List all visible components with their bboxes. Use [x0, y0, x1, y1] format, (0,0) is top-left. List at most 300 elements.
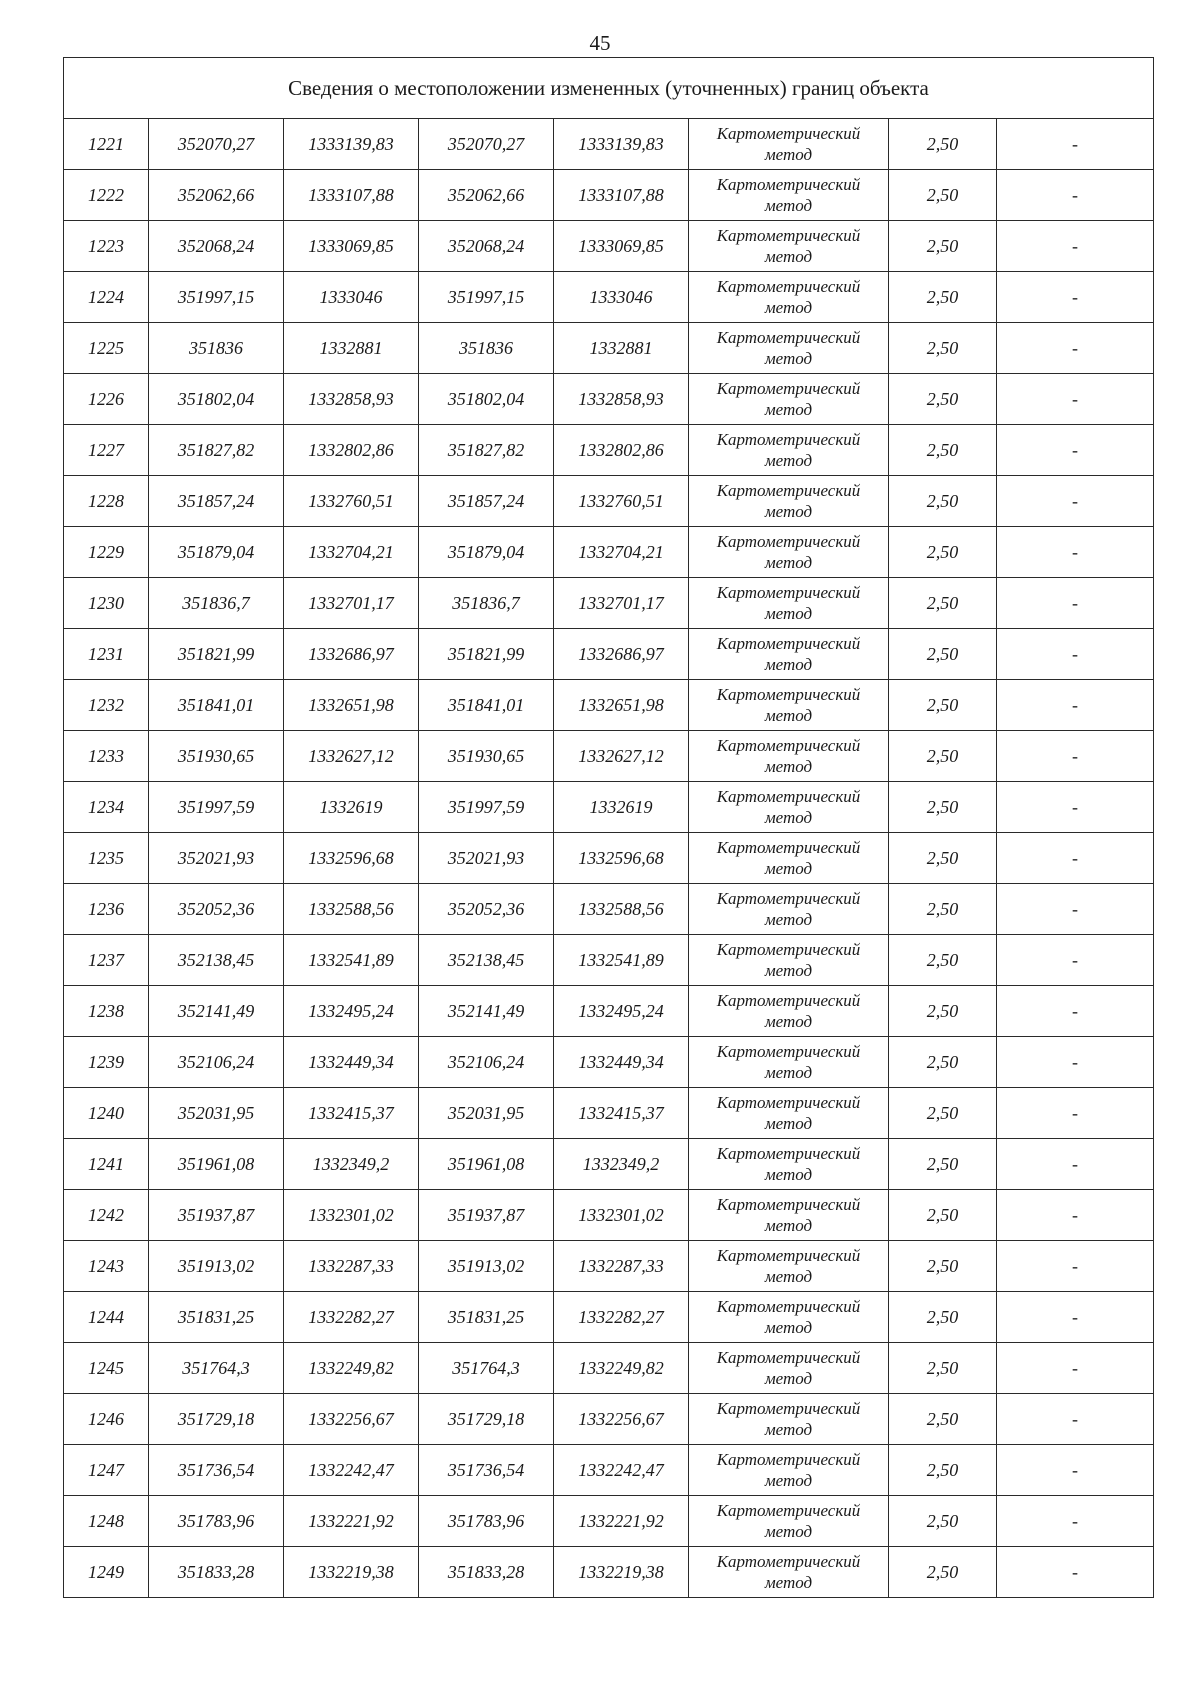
- description-cell: -: [997, 425, 1154, 476]
- existing-x-cell: 351961,08: [149, 1139, 284, 1190]
- table-row: [64, 1547, 1154, 1598]
- existing-x-cell: 352106,24: [149, 1037, 284, 1088]
- new-x-cell: 351736,54: [419, 1445, 554, 1496]
- table-row: [64, 1445, 1154, 1496]
- table-row: [64, 272, 1154, 323]
- new-x-cell: 351836: [419, 323, 554, 374]
- description-cell: -: [997, 1445, 1154, 1496]
- accuracy-cell: 2,50: [889, 119, 997, 170]
- new-x-cell: 352138,45: [419, 935, 554, 986]
- accuracy-cell: 2,50: [889, 323, 997, 374]
- existing-x-cell: 352021,93: [149, 833, 284, 884]
- table-title-row: [64, 58, 1154, 119]
- method-line-1: Картометрический: [716, 991, 861, 1010]
- method-cell: [689, 731, 889, 782]
- method-line-2: метод: [764, 706, 813, 725]
- point-number-cell: 1229: [64, 527, 149, 578]
- table-row: [64, 782, 1154, 833]
- method-line-2: метод: [764, 1114, 813, 1133]
- new-x-cell: 352031,95: [419, 1088, 554, 1139]
- new-x-cell: 352070,27: [419, 119, 554, 170]
- new-y-cell: 1332858,93: [554, 374, 689, 425]
- existing-x-cell: 351997,15: [149, 272, 284, 323]
- existing-y-cell: 1333139,83: [284, 119, 419, 170]
- accuracy-cell: 2,50: [889, 1343, 997, 1394]
- new-x-cell: 351821,99: [419, 629, 554, 680]
- description-cell: -: [997, 323, 1154, 374]
- method-cell: [689, 221, 889, 272]
- method-cell: [689, 1445, 889, 1496]
- method-cell: [689, 119, 889, 170]
- table-row: [64, 425, 1154, 476]
- method-cell: [689, 884, 889, 935]
- description-cell: -: [997, 272, 1154, 323]
- point-number-cell: 1231: [64, 629, 149, 680]
- table-row: [64, 1037, 1154, 1088]
- table-row: [64, 935, 1154, 986]
- method-line-2: метод: [764, 247, 813, 266]
- description-cell: -: [997, 1343, 1154, 1394]
- new-y-cell: 1332349,2: [554, 1139, 689, 1190]
- point-number-cell: 1234: [64, 782, 149, 833]
- existing-x-cell: 351802,04: [149, 374, 284, 425]
- method-line-1: Картометрический: [716, 1450, 861, 1469]
- point-number-cell: 1222: [64, 170, 149, 221]
- method-line-2: метод: [764, 1522, 813, 1541]
- existing-y-cell: 1333069,85: [284, 221, 419, 272]
- point-number-cell: 1240: [64, 1088, 149, 1139]
- method-line-1: Картометрический: [716, 481, 861, 500]
- existing-y-cell: 1332221,92: [284, 1496, 419, 1547]
- new-x-cell: 352062,66: [419, 170, 554, 221]
- existing-x-cell: 352068,24: [149, 221, 284, 272]
- accuracy-cell: 2,50: [889, 221, 997, 272]
- description-cell: -: [997, 986, 1154, 1037]
- table-row: [64, 629, 1154, 680]
- existing-y-cell: 1332282,27: [284, 1292, 419, 1343]
- point-number-cell: 1245: [64, 1343, 149, 1394]
- method-cell: [689, 578, 889, 629]
- table-row: [64, 119, 1154, 170]
- accuracy-cell: 2,50: [889, 986, 997, 1037]
- description-cell: -: [997, 1190, 1154, 1241]
- method-line-2: метод: [764, 757, 813, 776]
- existing-y-cell: 1332619: [284, 782, 419, 833]
- table-body: [64, 58, 1154, 1598]
- table-row: [64, 833, 1154, 884]
- method-line-1: Картометрический: [716, 175, 861, 194]
- existing-x-cell: 351913,02: [149, 1241, 284, 1292]
- new-y-cell: 1332881: [554, 323, 689, 374]
- existing-y-cell: 1332541,89: [284, 935, 419, 986]
- table-row: [64, 1088, 1154, 1139]
- coordinates-table: [63, 57, 1154, 1598]
- point-number-cell: 1232: [64, 680, 149, 731]
- new-y-cell: 1332249,82: [554, 1343, 689, 1394]
- accuracy-cell: 2,50: [889, 935, 997, 986]
- new-x-cell: 351827,82: [419, 425, 554, 476]
- accuracy-cell: 2,50: [889, 1088, 997, 1139]
- description-cell: -: [997, 1496, 1154, 1547]
- method-line-1: Картометрический: [716, 1042, 861, 1061]
- point-number-cell: 1243: [64, 1241, 149, 1292]
- new-y-cell: 1332802,86: [554, 425, 689, 476]
- method-line-1: Картометрический: [716, 940, 861, 959]
- new-y-cell: 1333046: [554, 272, 689, 323]
- method-line-2: метод: [764, 1420, 813, 1439]
- point-number-cell: 1241: [64, 1139, 149, 1190]
- new-y-cell: 1332596,68: [554, 833, 689, 884]
- existing-x-cell: 351736,54: [149, 1445, 284, 1496]
- method-line-2: метод: [764, 655, 813, 674]
- point-number-cell: 1249: [64, 1547, 149, 1598]
- method-cell: [689, 1547, 889, 1598]
- method-line-1: Картометрический: [716, 1399, 861, 1418]
- point-number-cell: 1223: [64, 221, 149, 272]
- new-x-cell: 352141,49: [419, 986, 554, 1037]
- description-cell: -: [997, 1394, 1154, 1445]
- method-cell: [689, 170, 889, 221]
- method-line-1: Картометрический: [716, 1297, 861, 1316]
- accuracy-cell: 2,50: [889, 374, 997, 425]
- new-x-cell: 351836,7: [419, 578, 554, 629]
- table-row: [64, 1139, 1154, 1190]
- method-line-1: Картометрический: [716, 430, 861, 449]
- existing-y-cell: 1332686,97: [284, 629, 419, 680]
- method-line-1: Картометрический: [716, 1552, 861, 1571]
- method-line-1: Картометрический: [716, 1348, 861, 1367]
- existing-x-cell: 351997,59: [149, 782, 284, 833]
- accuracy-cell: 2,50: [889, 1139, 997, 1190]
- description-cell: -: [997, 884, 1154, 935]
- method-line-1: Картометрический: [716, 277, 861, 296]
- method-line-2: метод: [764, 1471, 813, 1490]
- new-x-cell: 352106,24: [419, 1037, 554, 1088]
- existing-y-cell: 1332495,24: [284, 986, 419, 1037]
- existing-x-cell: 351841,01: [149, 680, 284, 731]
- new-y-cell: 1332449,34: [554, 1037, 689, 1088]
- method-line-2: метод: [764, 1063, 813, 1082]
- method-cell: [689, 1292, 889, 1343]
- existing-x-cell: 352138,45: [149, 935, 284, 986]
- method-line-2: метод: [764, 1012, 813, 1031]
- existing-y-cell: 1332881: [284, 323, 419, 374]
- point-number-cell: 1224: [64, 272, 149, 323]
- point-number-cell: 1235: [64, 833, 149, 884]
- table-row: [64, 1496, 1154, 1547]
- existing-x-cell: 351836,7: [149, 578, 284, 629]
- point-number-cell: 1244: [64, 1292, 149, 1343]
- method-line-2: метод: [764, 1573, 813, 1592]
- existing-y-cell: 1332588,56: [284, 884, 419, 935]
- existing-x-cell: 351783,96: [149, 1496, 284, 1547]
- existing-y-cell: 1332219,38: [284, 1547, 419, 1598]
- method-cell: [689, 833, 889, 884]
- method-line-2: метод: [764, 553, 813, 572]
- existing-y-cell: 1332449,34: [284, 1037, 419, 1088]
- table-row: [64, 731, 1154, 782]
- existing-y-cell: 1332858,93: [284, 374, 419, 425]
- accuracy-cell: 2,50: [889, 1445, 997, 1496]
- new-y-cell: 1332256,67: [554, 1394, 689, 1445]
- new-x-cell: 351997,15: [419, 272, 554, 323]
- accuracy-cell: 2,50: [889, 1292, 997, 1343]
- new-x-cell: 351833,28: [419, 1547, 554, 1598]
- method-line-2: метод: [764, 859, 813, 878]
- existing-x-cell: 351827,82: [149, 425, 284, 476]
- method-line-1: Картометрический: [716, 1144, 861, 1163]
- existing-y-cell: 1332249,82: [284, 1343, 419, 1394]
- accuracy-cell: 2,50: [889, 680, 997, 731]
- existing-x-cell: 351831,25: [149, 1292, 284, 1343]
- existing-x-cell: 352052,36: [149, 884, 284, 935]
- point-number-cell: 1230: [64, 578, 149, 629]
- method-cell: [689, 1088, 889, 1139]
- new-y-cell: 1332221,92: [554, 1496, 689, 1547]
- existing-x-cell: 351729,18: [149, 1394, 284, 1445]
- method-line-2: метод: [764, 349, 813, 368]
- point-number-cell: 1233: [64, 731, 149, 782]
- new-y-cell: 1332541,89: [554, 935, 689, 986]
- table-row: [64, 323, 1154, 374]
- method-line-2: метод: [764, 604, 813, 623]
- new-x-cell: 351997,59: [419, 782, 554, 833]
- page-number: 45: [589, 31, 611, 55]
- method-cell: [689, 1037, 889, 1088]
- new-y-cell: 1332301,02: [554, 1190, 689, 1241]
- description-cell: -: [997, 680, 1154, 731]
- existing-y-cell: 1332802,86: [284, 425, 419, 476]
- method-cell: [689, 1190, 889, 1241]
- accuracy-cell: 2,50: [889, 476, 997, 527]
- method-line-2: метод: [764, 1267, 813, 1286]
- existing-x-cell: 351937,87: [149, 1190, 284, 1241]
- method-line-2: метод: [764, 451, 813, 470]
- point-number-cell: 1226: [64, 374, 149, 425]
- existing-y-cell: 1332701,17: [284, 578, 419, 629]
- method-line-1: Картометрический: [716, 583, 861, 602]
- method-line-2: метод: [764, 808, 813, 827]
- table-row: [64, 986, 1154, 1037]
- method-line-1: Картометрический: [716, 124, 861, 143]
- accuracy-cell: 2,50: [889, 1547, 997, 1598]
- method-cell: [689, 1496, 889, 1547]
- table-row: [64, 221, 1154, 272]
- description-cell: -: [997, 1292, 1154, 1343]
- accuracy-cell: 2,50: [889, 782, 997, 833]
- existing-y-cell: 1332704,21: [284, 527, 419, 578]
- method-line-1: Картометрический: [716, 1195, 861, 1214]
- method-line-2: метод: [764, 910, 813, 929]
- existing-y-cell: 1332349,2: [284, 1139, 419, 1190]
- method-cell: [689, 680, 889, 731]
- existing-x-cell: 352070,27: [149, 119, 284, 170]
- table-row: [64, 578, 1154, 629]
- existing-y-cell: 1332287,33: [284, 1241, 419, 1292]
- new-x-cell: 352068,24: [419, 221, 554, 272]
- description-cell: -: [997, 476, 1154, 527]
- method-line-1: Картометрический: [716, 838, 861, 857]
- method-line-1: Картометрический: [716, 889, 861, 908]
- method-line-2: метод: [764, 1369, 813, 1388]
- new-x-cell: 351937,87: [419, 1190, 554, 1241]
- new-y-cell: 1332219,38: [554, 1547, 689, 1598]
- accuracy-cell: 2,50: [889, 425, 997, 476]
- table-row: [64, 1190, 1154, 1241]
- new-x-cell: 351783,96: [419, 1496, 554, 1547]
- method-cell: [689, 425, 889, 476]
- point-number-cell: 1242: [64, 1190, 149, 1241]
- table-row: [64, 170, 1154, 221]
- new-y-cell: 1332282,27: [554, 1292, 689, 1343]
- table-row: [64, 680, 1154, 731]
- description-cell: -: [997, 1139, 1154, 1190]
- method-line-1: Картометрический: [716, 736, 861, 755]
- table-row: [64, 1241, 1154, 1292]
- method-line-1: Картометрический: [716, 1246, 861, 1265]
- new-x-cell: 351913,02: [419, 1241, 554, 1292]
- description-cell: -: [997, 1547, 1154, 1598]
- method-line-2: метод: [764, 1318, 813, 1337]
- existing-x-cell: 351764,3: [149, 1343, 284, 1394]
- method-line-2: метод: [764, 1216, 813, 1235]
- accuracy-cell: 2,50: [889, 1037, 997, 1088]
- method-line-2: метод: [764, 502, 813, 521]
- accuracy-cell: 2,50: [889, 527, 997, 578]
- new-y-cell: 1332704,21: [554, 527, 689, 578]
- table-title: Сведения о местоположении измененных (уточненных) границ объекта: [64, 58, 1154, 119]
- new-y-cell: 1332627,12: [554, 731, 689, 782]
- new-x-cell: 352021,93: [419, 833, 554, 884]
- new-x-cell: 351961,08: [419, 1139, 554, 1190]
- method-cell: [689, 986, 889, 1037]
- table-row: [64, 1394, 1154, 1445]
- method-line-2: метод: [764, 961, 813, 980]
- new-y-cell: 1332651,98: [554, 680, 689, 731]
- existing-x-cell: 352031,95: [149, 1088, 284, 1139]
- new-y-cell: 1332760,51: [554, 476, 689, 527]
- method-line-1: Картометрический: [716, 532, 861, 551]
- accuracy-cell: 2,50: [889, 1190, 997, 1241]
- new-y-cell: 1332287,33: [554, 1241, 689, 1292]
- method-cell: [689, 1241, 889, 1292]
- new-x-cell: 351764,3: [419, 1343, 554, 1394]
- existing-y-cell: 1332627,12: [284, 731, 419, 782]
- new-x-cell: 351729,18: [419, 1394, 554, 1445]
- method-line-2: метод: [764, 298, 813, 317]
- description-cell: -: [997, 1241, 1154, 1292]
- accuracy-cell: 2,50: [889, 731, 997, 782]
- existing-x-cell: 351857,24: [149, 476, 284, 527]
- method-line-2: метод: [764, 145, 813, 164]
- method-line-1: Картометрический: [716, 787, 861, 806]
- description-cell: -: [997, 119, 1154, 170]
- table-row: [64, 374, 1154, 425]
- table-row: [64, 884, 1154, 935]
- description-cell: -: [997, 833, 1154, 884]
- existing-y-cell: 1332301,02: [284, 1190, 419, 1241]
- new-y-cell: 1333107,88: [554, 170, 689, 221]
- new-y-cell: 1333069,85: [554, 221, 689, 272]
- description-cell: -: [997, 1088, 1154, 1139]
- method-cell: [689, 476, 889, 527]
- method-cell: [689, 323, 889, 374]
- accuracy-cell: 2,50: [889, 884, 997, 935]
- accuracy-cell: 2,50: [889, 1496, 997, 1547]
- method-line-2: метод: [764, 400, 813, 419]
- new-x-cell: 352052,36: [419, 884, 554, 935]
- existing-x-cell: 352062,66: [149, 170, 284, 221]
- method-line-1: Картометрический: [716, 328, 861, 347]
- new-x-cell: 351802,04: [419, 374, 554, 425]
- point-number-cell: 1246: [64, 1394, 149, 1445]
- existing-x-cell: 351930,65: [149, 731, 284, 782]
- existing-y-cell: 1333107,88: [284, 170, 419, 221]
- description-cell: -: [997, 170, 1154, 221]
- description-cell: -: [997, 221, 1154, 272]
- description-cell: -: [997, 935, 1154, 986]
- method-cell: [689, 527, 889, 578]
- point-number-cell: 1237: [64, 935, 149, 986]
- description-cell: -: [997, 1037, 1154, 1088]
- point-number-cell: 1247: [64, 1445, 149, 1496]
- accuracy-cell: 2,50: [889, 170, 997, 221]
- method-line-1: Картометрический: [716, 379, 861, 398]
- description-cell: -: [997, 782, 1154, 833]
- accuracy-cell: 2,50: [889, 629, 997, 680]
- new-x-cell: 351930,65: [419, 731, 554, 782]
- accuracy-cell: 2,50: [889, 1241, 997, 1292]
- method-cell: [689, 272, 889, 323]
- new-y-cell: 1332701,17: [554, 578, 689, 629]
- description-cell: -: [997, 527, 1154, 578]
- point-number-cell: 1225: [64, 323, 149, 374]
- existing-y-cell: 1332256,67: [284, 1394, 419, 1445]
- method-line-2: метод: [764, 1165, 813, 1184]
- new-x-cell: 351879,04: [419, 527, 554, 578]
- accuracy-cell: 2,50: [889, 1394, 997, 1445]
- new-x-cell: 351841,01: [419, 680, 554, 731]
- method-cell: [689, 1394, 889, 1445]
- existing-x-cell: 352141,49: [149, 986, 284, 1037]
- description-cell: -: [997, 629, 1154, 680]
- point-number-cell: 1227: [64, 425, 149, 476]
- point-number-cell: 1221: [64, 119, 149, 170]
- method-cell: [689, 374, 889, 425]
- method-cell: [689, 935, 889, 986]
- description-cell: -: [997, 731, 1154, 782]
- table-row: [64, 527, 1154, 578]
- existing-x-cell: 351879,04: [149, 527, 284, 578]
- new-y-cell: 1332619: [554, 782, 689, 833]
- table-row: [64, 1292, 1154, 1343]
- existing-x-cell: 351833,28: [149, 1547, 284, 1598]
- existing-y-cell: 1332651,98: [284, 680, 419, 731]
- accuracy-cell: 2,50: [889, 578, 997, 629]
- method-line-1: Картометрический: [716, 226, 861, 245]
- existing-y-cell: 1333046: [284, 272, 419, 323]
- method-cell: [689, 782, 889, 833]
- method-cell: [689, 1343, 889, 1394]
- method-line-1: Картометрический: [716, 1501, 861, 1520]
- existing-x-cell: 351821,99: [149, 629, 284, 680]
- method-cell: [689, 1139, 889, 1190]
- existing-y-cell: 1332760,51: [284, 476, 419, 527]
- new-x-cell: 351857,24: [419, 476, 554, 527]
- table-row: [64, 476, 1154, 527]
- method-cell: [689, 629, 889, 680]
- point-number-cell: 1248: [64, 1496, 149, 1547]
